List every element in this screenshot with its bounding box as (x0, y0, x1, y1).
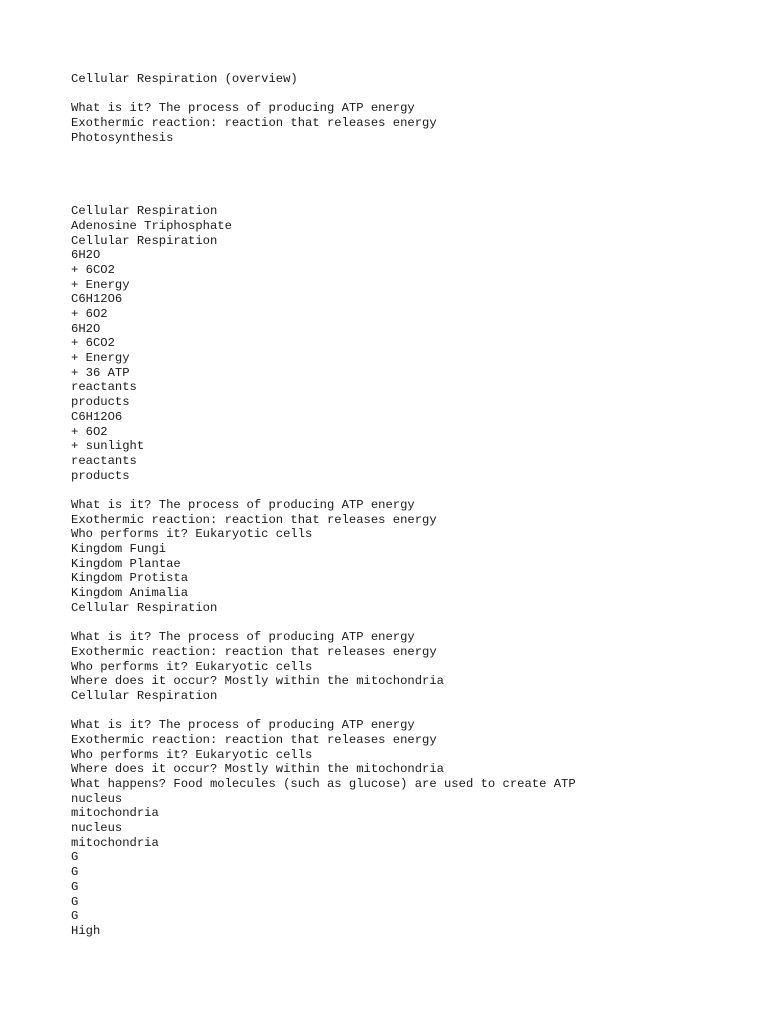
text-line: Exothermic reaction: reaction that releases energy (71, 116, 437, 131)
text-line: Exothermic reaction: reaction that releases energy (71, 512, 437, 527)
text-line: Kingdom Fungi (71, 542, 167, 557)
text-line: Kingdom Animalia (71, 586, 189, 601)
text-line: Adenosine Triphosphate (71, 218, 232, 233)
document-page (71, 72, 751, 939)
text-line: + 6O2 (71, 307, 108, 322)
section-where-occurs (71, 630, 751, 703)
text-line: 6H2O (71, 321, 101, 336)
text-line: + Energy (71, 351, 130, 366)
text-line: Kingdom Plantae (71, 556, 181, 571)
text-line: G (71, 909, 79, 924)
text-line: + 6CO2 (71, 336, 115, 351)
text-line: mitochondria (71, 835, 159, 850)
text-line: G (71, 879, 79, 894)
section-overview (71, 101, 751, 145)
text-line: G (71, 894, 79, 909)
text-line: Exothermic reaction: reaction that releases energy (71, 644, 437, 659)
text-line: Cellular Respiration (71, 688, 218, 703)
text-line: What is it? The process of producing ATP energy (71, 101, 415, 116)
text-line: + 6O2 (71, 424, 108, 439)
section-what-happens (71, 718, 751, 938)
text-line: mitochondria (71, 806, 159, 821)
spacer (71, 145, 751, 204)
text-line: What is it? The process of producing ATP energy (71, 497, 415, 512)
text-line: + 36 ATP (71, 365, 130, 380)
document-title: Cellular Respiration (overview) (71, 72, 298, 86)
text-line: reactants (71, 453, 137, 468)
text-line: nucleus (71, 791, 123, 806)
text-line: + Energy (71, 277, 130, 292)
text-line: Where does it occur? Mostly within the mitochondria (71, 762, 444, 777)
text-line: products (71, 468, 130, 483)
section-who-performs (71, 498, 751, 616)
text-line: Who performs it? Eukaryotic cells (71, 659, 313, 674)
text-line: reactants (71, 380, 137, 395)
text-line: C6H12O6 (71, 409, 123, 424)
text-line: What happens? Food molecules (such as glucose) are used to create ATP (71, 777, 576, 792)
text-line: Exothermic reaction: reaction that releases energy (71, 732, 437, 747)
text-line: nucleus (71, 821, 123, 836)
text-line: Who performs it? Eukaryotic cells (71, 527, 313, 542)
text-line: Photosynthesis (71, 130, 174, 145)
text-line: products (71, 395, 130, 410)
text-line: High (71, 923, 101, 938)
spacer (71, 615, 751, 630)
spacer (71, 483, 751, 498)
spacer (71, 704, 751, 719)
text-line: Cellular Respiration (71, 233, 218, 248)
text-line: + 6CO2 (71, 262, 115, 277)
text-line: What is it? The process of producing ATP energy (71, 630, 415, 645)
section-equations (71, 204, 751, 483)
text-line: Kingdom Protista (71, 571, 189, 586)
text-line: G (71, 865, 79, 880)
text-line: 6H2O (71, 248, 101, 263)
text-line: Who performs it? Eukaryotic cells (71, 747, 313, 762)
text-line: + sunlight (71, 439, 145, 454)
text-line: What is it? The process of producing ATP energy (71, 718, 415, 733)
text-line: Where does it occur? Mostly within the mitochondria (71, 674, 444, 689)
text-line: Cellular Respiration (71, 204, 218, 219)
text-line: G (71, 850, 79, 865)
text-line: Cellular Respiration (71, 600, 218, 615)
text-line: C6H12O6 (71, 292, 123, 307)
spacer (71, 87, 751, 102)
